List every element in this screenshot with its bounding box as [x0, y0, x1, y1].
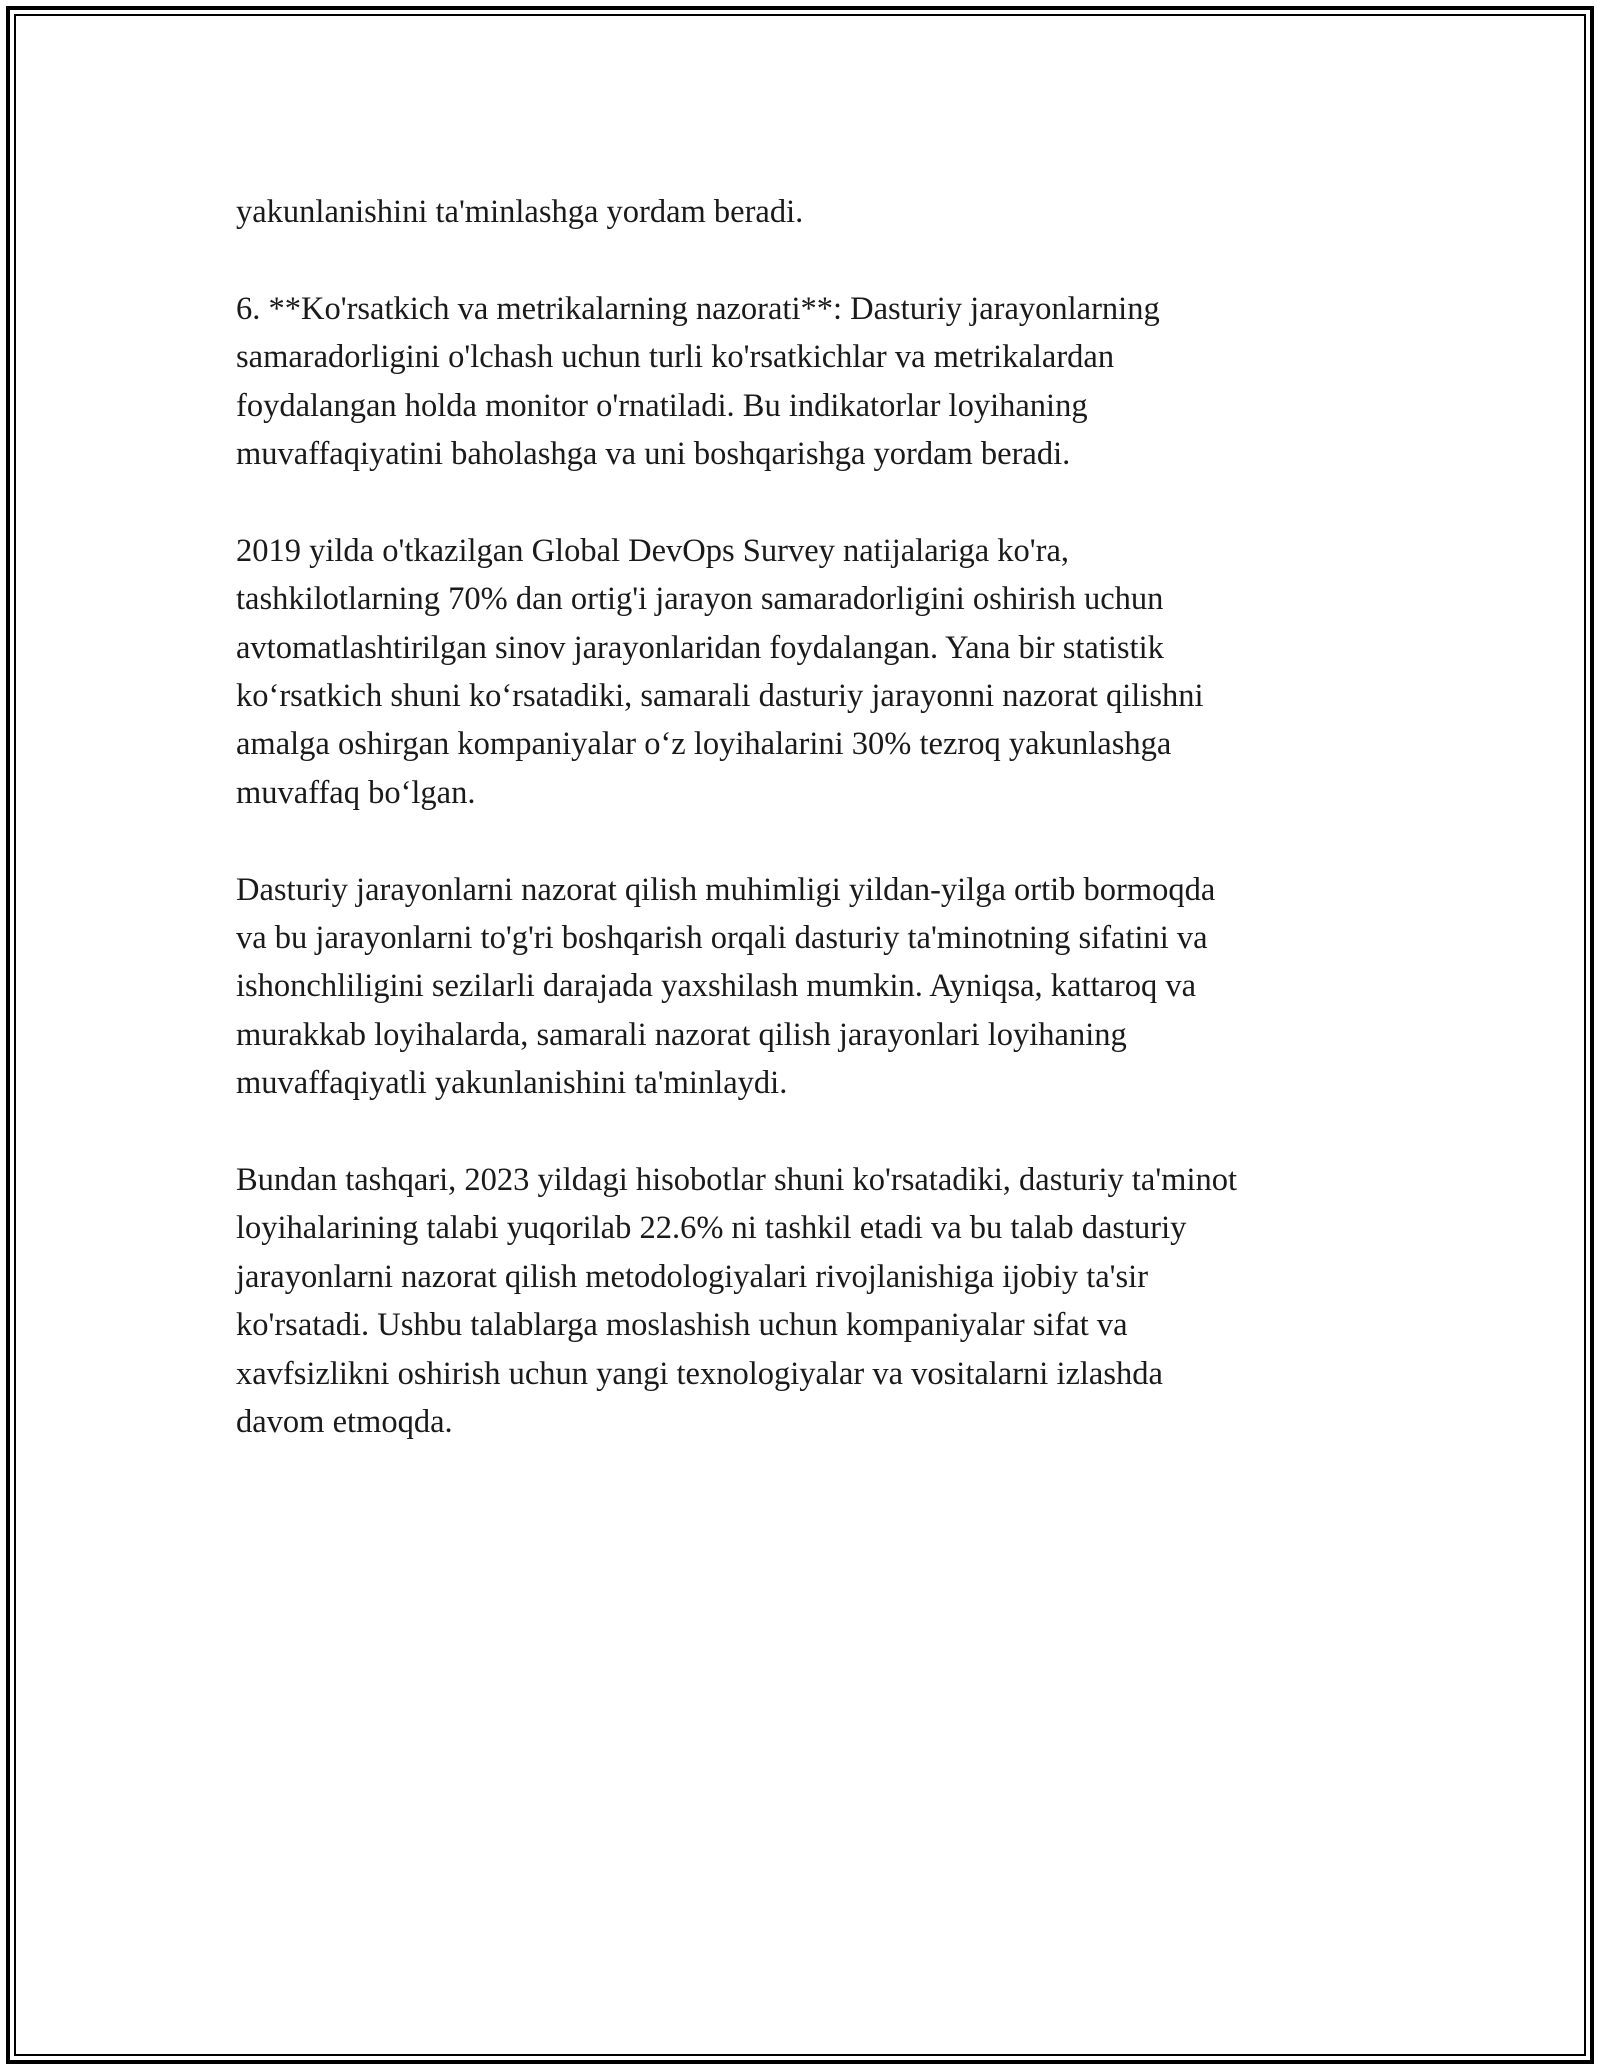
text-line: tashkilotlarning 70% dan ortig'i jarayon samaradorligini oshirish uchun — [236, 581, 1164, 618]
text-line: ko‘rsatkich shuni ko‘rsatadiki, samarali dasturiy jarayonni nazorat qilishni — [236, 678, 1204, 715]
text-line: 2019 yilda o'tkazilgan Global DevOps Survey natijalariga ko'ra, — [236, 532, 1070, 569]
text-line: muvaffaqiyatini baholashga va uni boshqarishga yordam beradi. — [236, 436, 1071, 473]
paragraph-importance — [236, 866, 1396, 1108]
paragraph-metrics-control — [236, 285, 1396, 479]
text-line: Bundan tashqari, 2023 yildagi hisobotlar shuni ko'rsatadiki, dasturiy ta'minot — [236, 1162, 1238, 1199]
text-line: jarayonlarni nazorat qilish metodologiyalari rivojlanishiga ijobiy ta'sir — [236, 1258, 1149, 1295]
text-line: va bu jarayonlarni to'g'ri boshqarish orqali dasturiy ta'minotning sifatini va — [236, 920, 1208, 957]
paragraph-devops-survey — [236, 527, 1396, 817]
document-body — [236, 188, 1396, 1495]
text-line: muvaffaqiyatli yakunlanishini ta'minlaydi. — [236, 1065, 788, 1102]
text-line: foydalangan holda monitor o'rnatiladi. Bu indikatorlar loyihaning — [236, 387, 1088, 424]
text-line: Dasturiy jarayonlarni nazorat qilish muhimligi yildan-yilga ortib bormoqda — [236, 871, 1216, 908]
text-line: ko'rsatadi. Ushbu talablarga moslashish uchun kompaniyalar sifat va — [236, 1307, 1128, 1344]
text-line: 6. **Ko'rsatkich va metrikalarning nazorati**: Dasturiy jarayonlarning — [236, 290, 1160, 327]
text-line: amalga oshirgan kompaniyalar o‘z loyihalarini 30% tezroq yakunlashga — [236, 726, 1172, 763]
text-line: ishonchliligini sezilarli darajada yaxshilash mumkin. Ayniqsa, kattaroq va — [236, 968, 1197, 1005]
text-line: yakunlanishini ta'minlashga yordam beradi. — [236, 194, 804, 230]
paragraph-continuation — [236, 188, 1396, 236]
text-line: avtomatlashtirilgan sinov jarayonlaridan foydalangan. Yana bir statistik — [236, 629, 1164, 666]
text-line: murakkab loyihalarda, samarali nazorat qilish jarayonlari loyihaning — [236, 1016, 1127, 1053]
paragraph-2023-reports — [236, 1156, 1396, 1446]
text-line: muvaffaq bo‘lgan. — [236, 774, 476, 811]
text-line: loyihalarining talabi yuqorilab 22.6% ni tashkil etadi va bu talab dasturiy — [236, 1210, 1187, 1247]
text-line: samaradorligini o'lchash uchun turli ko'rsatkichlar va metrikalardan — [236, 339, 1115, 376]
text-line: xavfsizlikni oshirish uchun yangi texnologiyalar va vositalarni izlashda — [236, 1355, 1163, 1392]
text-line: davom etmoqda. — [236, 1404, 453, 1441]
